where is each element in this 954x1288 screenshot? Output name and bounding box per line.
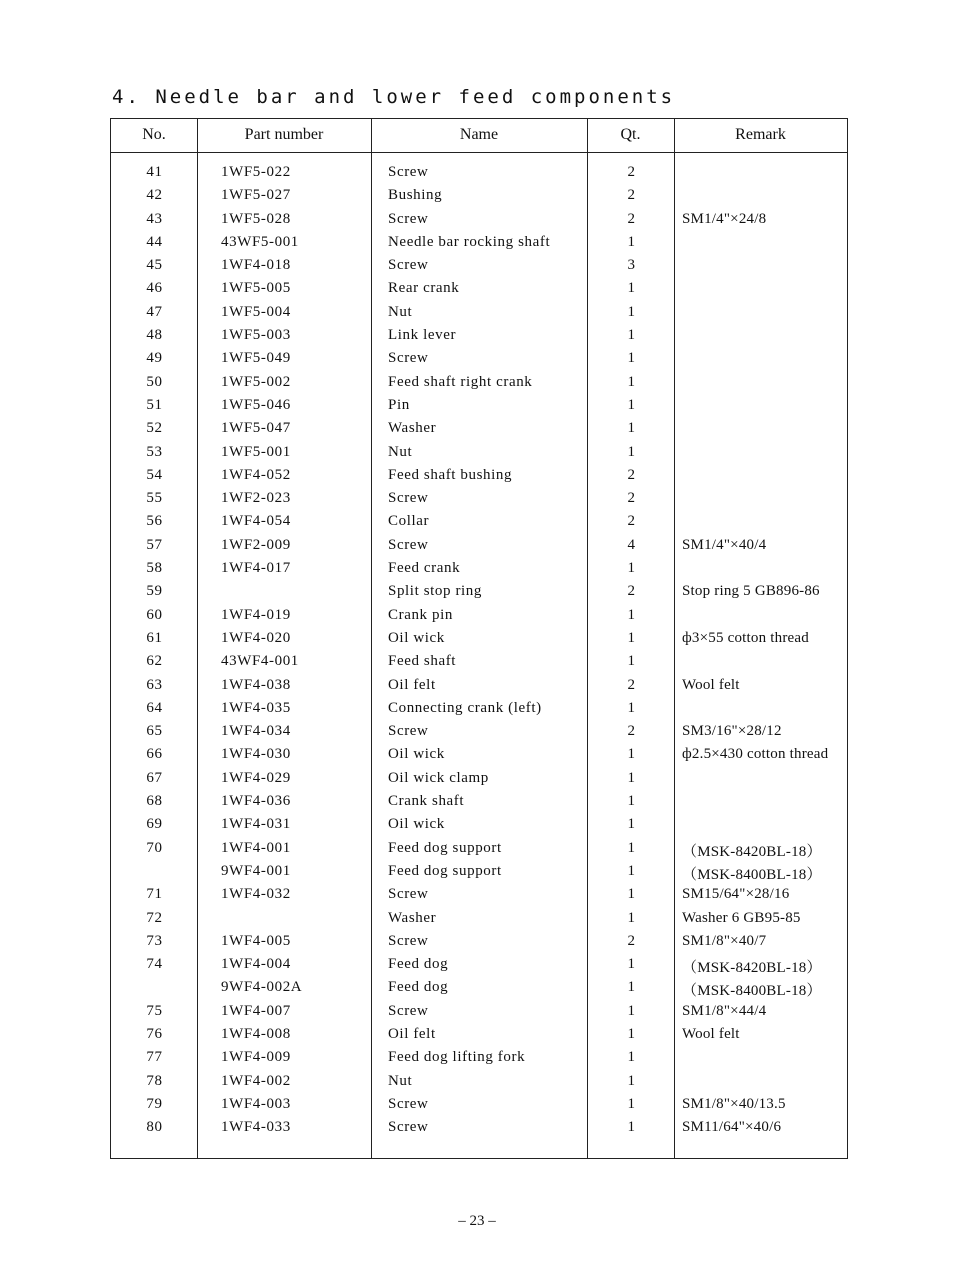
table-row [111,278,847,301]
cell-part: 1WF5-001 [221,443,291,460]
cell-name: Feed dog [388,979,449,996]
cell-qt: 2 [627,583,636,600]
cell-no: 46 [146,280,163,297]
cell-part: 1WF4-008 [221,1025,291,1042]
cell-qt: 1 [627,769,636,786]
cell-name: Screw [388,257,429,274]
cell-no: 47 [146,303,163,320]
cell-part: 1WF4-005 [221,932,291,949]
table-row [111,954,847,977]
cell-no: 41 [146,164,163,180]
cell-qt: 1 [627,816,636,833]
cell-no: 55 [146,490,163,507]
cell-qt: 2 [627,466,636,483]
cell-no: 58 [146,560,163,577]
cell-qt: 1 [627,793,636,810]
cell-name: Feed dog support [388,839,502,856]
cell-no: 54 [146,466,163,483]
cell-qt: 1 [627,396,636,413]
section-title: 4. Needle bar and lower feed components [112,86,676,108]
cell-remark: （MSK-8420BL-18） [682,960,822,977]
cell-qt: 1 [627,839,636,856]
cell-remark: （MSK-8400BL-18） [682,866,822,883]
table-row [111,209,847,232]
cell-part: 1WF4-020 [221,629,291,646]
cell-name: Feed shaft right crank [388,373,533,390]
cell-qt: 2 [627,490,636,507]
cell-remark: SM1/4"×24/8 [682,210,767,227]
cell-part: 1WF5-049 [221,350,291,367]
cell-no: 69 [146,816,163,833]
cell-qt: 1 [627,1095,636,1112]
cell-qt: 1 [627,373,636,390]
cell-name: Oil wick [388,816,445,833]
cell-part: 1WF4-017 [221,560,291,577]
cell-part: 1WF4-031 [221,816,291,833]
cell-no: 43 [146,210,163,227]
cell-name: Feed dog support [388,862,502,879]
header-no: No. [142,126,166,143]
cell-remark: SM1/8"×40/13.5 [682,1095,786,1112]
cell-name: Bushing [388,187,443,204]
table-row [111,675,847,698]
table-row [111,1071,847,1094]
cell-remark: SM1/8"×40/7 [682,932,767,949]
table-row [111,814,847,837]
cell-name: Washer [388,420,437,437]
cell-name: Nut [388,1072,413,1089]
cell-part: 1WF4-032 [221,886,291,903]
cell-remark: SM3/16"×28/12 [682,723,782,740]
cell-name: Screw [388,490,429,507]
cell-name: Screw [388,210,429,227]
table-row [111,418,847,441]
table-row [111,395,847,418]
cell-qt: 2 [627,164,636,180]
cell-part: 1WF4-034 [221,723,291,740]
table-row [111,162,847,185]
cell-part: 1WF5-002 [221,373,291,390]
cell-qt: 4 [627,536,636,553]
cell-qt: 1 [627,746,636,763]
cell-no: 56 [146,513,163,530]
cell-no: 72 [146,909,163,926]
cell-no: 49 [146,350,163,367]
table-row [111,232,847,255]
cell-no: 73 [146,932,163,949]
cell-remark: （MSK-8420BL-18） [682,843,822,860]
cell-qt: 1 [627,1072,636,1089]
cell-name: Screw [388,886,429,903]
cell-qt: 1 [627,1002,636,1019]
cell-qt: 1 [627,560,636,577]
cell-remark: Stop ring 5 GB896-86 [682,583,820,600]
cell-part: 1WF4-019 [221,606,291,623]
cell-name: Feed dog [388,956,449,973]
cell-name: Screw [388,164,429,180]
cell-no: 65 [146,723,163,740]
cell-qt: 1 [627,327,636,344]
cell-part: 43WF5-001 [221,233,299,250]
parts-table [110,118,848,1159]
table-row [111,348,847,371]
cell-no: 75 [146,1002,163,1019]
cell-qt: 2 [627,676,636,693]
page-number: – 23 – [458,1213,496,1229]
cell-qt: 1 [627,606,636,623]
cell-qt: 2 [627,210,636,227]
cell-no: 80 [146,1119,163,1136]
table-body [111,162,847,1140]
table-row [111,605,847,628]
cell-no: 59 [146,583,163,600]
cell-no: 66 [146,746,163,763]
table-row [111,255,847,278]
cell-remark: Washer 6 GB95-85 [682,909,801,926]
cell-part: 1WF4-052 [221,466,291,483]
cell-part: 9WF4-002A [221,979,303,996]
cell-qt: 1 [627,886,636,903]
cell-part: 1WF4-029 [221,769,291,786]
header-name: Name [459,126,499,143]
cell-qt: 1 [627,653,636,670]
cell-no: 64 [146,699,163,716]
cell-part: 1WF4-009 [221,1049,291,1066]
cell-qt: 1 [627,233,636,250]
cell-no: 50 [146,373,163,390]
cell-part: 9WF4-001 [221,862,291,879]
cell-remark: SM11/64"×40/6 [682,1119,782,1136]
cell-qt: 1 [627,443,636,460]
table-row [111,1117,847,1140]
table-row [111,442,847,465]
cell-qt: 1 [627,350,636,367]
table-row [111,884,847,907]
cell-part: 1WF5-047 [221,420,291,437]
cell-part: 1WF4-030 [221,746,291,763]
cell-part: 1WF4-054 [221,513,291,530]
cell-remark: Wool felt [682,676,740,693]
header-divider [111,152,847,153]
cell-name: Pin [388,396,410,413]
cell-name: Screw [388,350,429,367]
cell-qt: 1 [627,280,636,297]
cell-part: 1WF5-022 [221,164,291,180]
cell-no: 79 [146,1095,163,1112]
cell-name: Link lever [388,327,457,344]
cell-no: 53 [146,443,163,460]
cell-name: Screw [388,536,429,553]
cell-no: 42 [146,187,163,204]
cell-part: 1WF5-003 [221,327,291,344]
table-row [111,511,847,534]
cell-no: 44 [146,233,163,250]
cell-qt: 2 [627,187,636,204]
cell-qt: 1 [627,862,636,879]
cell-no: 74 [146,956,163,973]
table-row [111,1094,847,1117]
table-row [111,325,847,348]
cell-name: Feed dog lifting fork [388,1049,526,1066]
cell-no: 67 [146,769,163,786]
cell-name: Oil wick [388,746,445,763]
cell-qt: 2 [627,723,636,740]
cell-no: 51 [146,396,163,413]
cell-no: 63 [146,676,163,693]
table-row [111,698,847,721]
cell-qt: 1 [627,629,636,646]
table-row [111,1001,847,1024]
cell-part: 1WF4-033 [221,1119,291,1136]
cell-qt: 1 [627,303,636,320]
cell-remark: ф3×55 cotton thread [682,629,809,646]
cell-remark: （MSK-8400BL-18） [682,983,822,1000]
cell-name: Nut [388,303,413,320]
table-row [111,908,847,931]
cell-qt: 3 [627,257,636,274]
header-qt: Qt. [620,126,641,143]
table-row [111,372,847,395]
cell-no: 57 [146,536,163,553]
table-row [111,861,847,884]
table-row [111,535,847,558]
cell-remark: SM1/8"×44/4 [682,1002,767,1019]
cell-name: Needle bar rocking shaft [388,233,551,250]
cell-part: 1WF5-028 [221,210,291,227]
table-row [111,488,847,511]
cell-name: Screw [388,1095,429,1112]
cell-part: 1WF4-004 [221,956,291,973]
cell-no: 71 [146,886,163,903]
cell-name: Oil felt [388,676,436,693]
cell-qt: 1 [627,1025,636,1042]
cell-name: Oil wick clamp [388,769,489,786]
cell-name: Collar [388,513,430,530]
cell-part: 43WF4-001 [221,653,299,670]
cell-part: 1WF4-002 [221,1072,291,1089]
cell-part: 1WF4-035 [221,699,291,716]
cell-no: 60 [146,606,163,623]
cell-name: Washer [388,909,437,926]
cell-name: Oil felt [388,1025,436,1042]
cell-qt: 1 [627,1049,636,1066]
cell-part: 1WF4-007 [221,1002,291,1019]
cell-name: Screw [388,1119,429,1136]
cell-name: Feed shaft bushing [388,466,513,483]
cell-name: Nut [388,443,413,460]
cell-qt: 2 [627,513,636,530]
cell-name: Screw [388,723,429,740]
cell-no: 48 [146,327,163,344]
cell-no: 52 [146,420,163,437]
cell-part: 1WF2-009 [221,536,291,553]
cell-part: 1WF4-038 [221,676,291,693]
table-row [111,302,847,325]
cell-remark: Wool felt [682,1025,740,1042]
table-row [111,628,847,651]
cell-qt: 2 [627,932,636,949]
table-row [111,791,847,814]
cell-part: 1WF2-023 [221,490,291,507]
cell-no: 61 [146,629,163,646]
table-row [111,1047,847,1070]
cell-part: 1WF5-046 [221,396,291,413]
cell-no: 78 [146,1072,163,1089]
cell-no: 76 [146,1025,163,1042]
cell-part: 1WF5-004 [221,303,291,320]
cell-part: 1WF4-018 [221,257,291,274]
cell-qt: 1 [627,699,636,716]
header-remark: Remark [735,126,786,143]
cell-no: 70 [146,839,163,856]
cell-no: 62 [146,653,163,670]
cell-remark: ф2.5×430 cotton thread [682,746,829,763]
table-row [111,185,847,208]
table-row [111,581,847,604]
cell-part: 1WF4-036 [221,793,291,810]
table-row [111,1024,847,1047]
table-row [111,465,847,488]
cell-remark: SM1/4"×40/4 [682,536,767,553]
table-row [111,977,847,1000]
cell-no: 77 [146,1049,163,1066]
cell-name: Crank pin [388,606,453,623]
table-row [111,721,847,744]
cell-no: 45 [146,257,163,274]
cell-part: 1WF5-027 [221,187,291,204]
table-row [111,651,847,674]
cell-remark: SM15/64"×28/16 [682,886,790,903]
cell-name: Feed shaft [388,653,457,670]
table-row [111,558,847,581]
cell-qt: 1 [627,956,636,973]
table-row [111,744,847,767]
cell-name: Oil wick [388,629,445,646]
table-row [111,768,847,791]
cell-name: Connecting crank (left) [388,699,542,716]
cell-part: 1WF4-001 [221,839,291,856]
header-part-number: Part number [244,126,324,143]
cell-part: 1WF5-005 [221,280,291,297]
cell-name: Screw [388,1002,429,1019]
table-row [111,931,847,954]
cell-name: Feed crank [388,560,461,577]
cell-qt: 1 [627,909,636,926]
cell-part: 1WF4-003 [221,1095,291,1112]
cell-name: Screw [388,932,429,949]
cell-no: 68 [146,793,163,810]
cell-qt: 1 [627,1119,636,1136]
cell-qt: 1 [627,420,636,437]
cell-name: Split stop ring [388,583,483,600]
cell-name: Crank shaft [388,793,465,810]
cell-qt: 1 [627,979,636,996]
table-row [111,838,847,861]
cell-name: Rear crank [388,280,460,297]
